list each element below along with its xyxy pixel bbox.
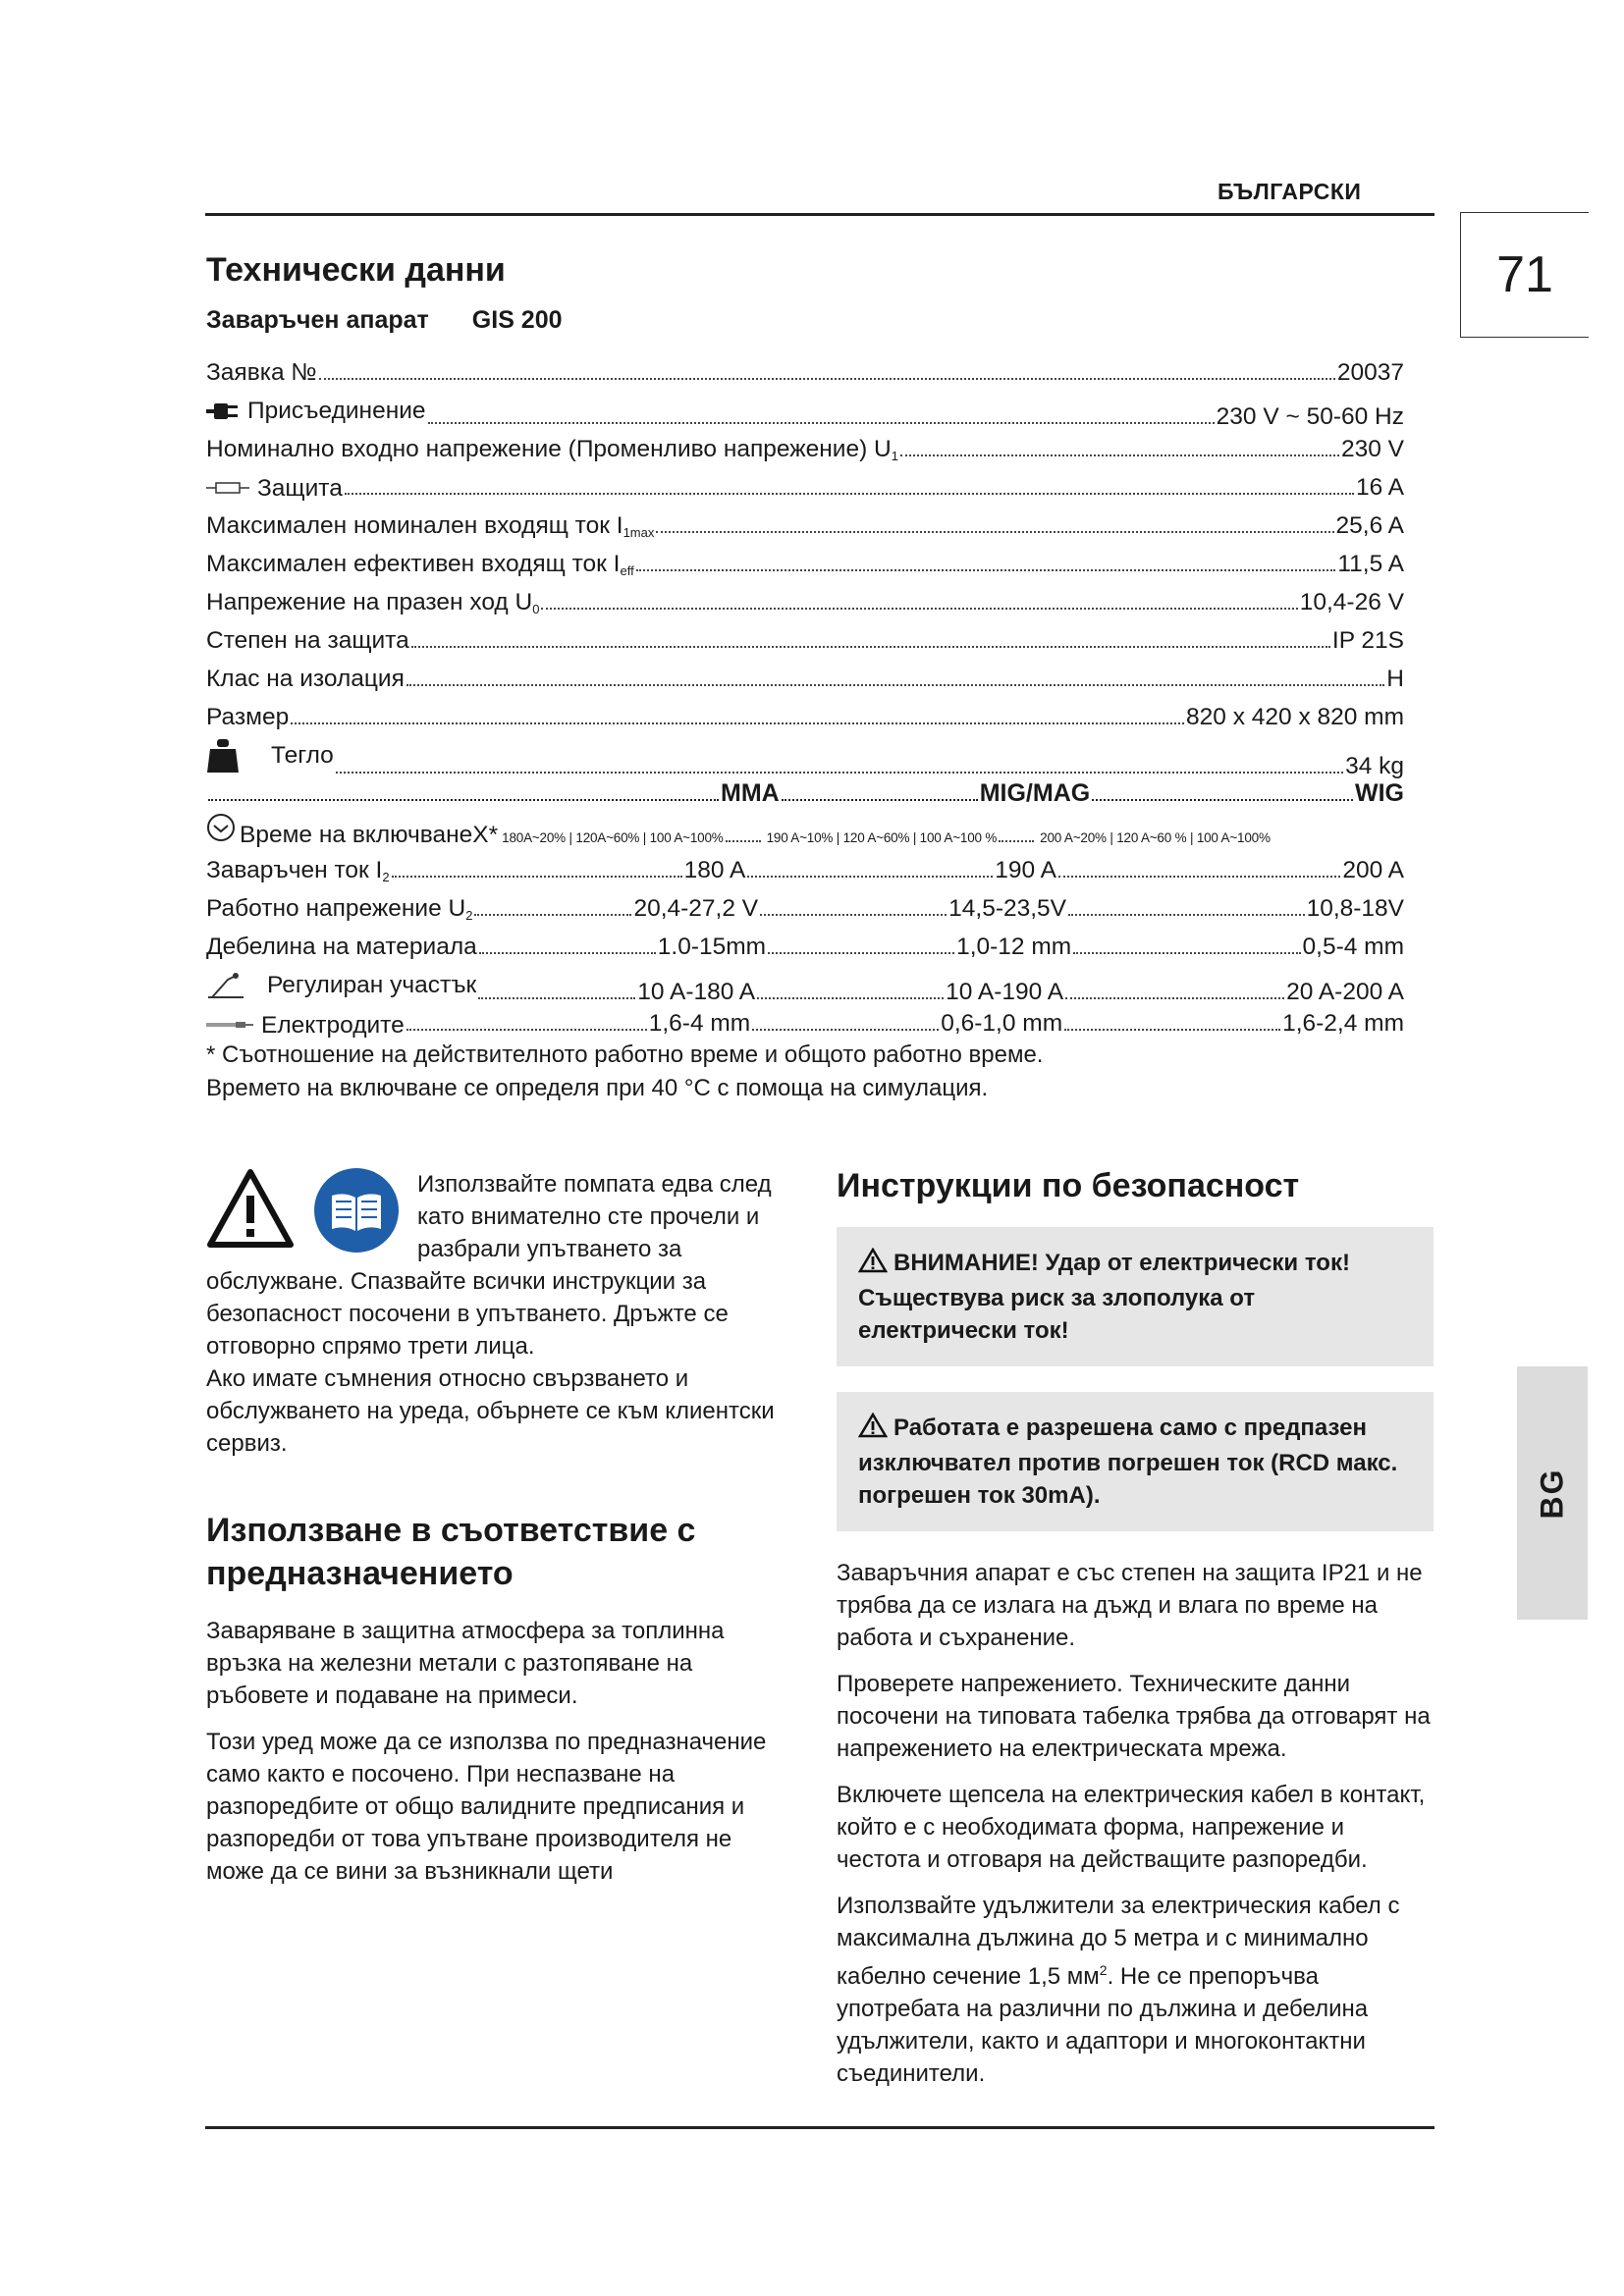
spec-row [206,660,1404,698]
weld-mma-value: 10 A-180 A [637,978,756,1005]
weld-row [206,889,1404,928]
safety-p3: Включете щепсела на електрическия кабел в контакт, който е с необходимата форма, напрежение и честота и отговаря на действащите разпоредби. [837,1782,1426,1873]
intended-use-p1: Заваряване в защитна атмосфера за топлинна връзка на железни метали с разтопяване на ръбовете и подаване на примеси. [206,1618,725,1709]
weld-mig-value: 190 A [995,857,1056,883]
weld-subscript: 2 [382,870,390,884]
fuse-icon [206,481,249,495]
intro-text: обслужване. Спазвайте всички инструкции за безопасност посочени в упътването. Дръжте се отговорно спрямо трети лица. [206,1268,729,1360]
spec-row [206,736,1404,779]
spec-table [206,353,1404,1042]
spec-row [206,430,1404,468]
weld-mig-value: 10 A-190 A [946,978,1064,1005]
page-number [1460,212,1589,338]
warning-box-rcd [837,1392,1434,1531]
tech-data-title: Технически данни [206,251,506,289]
range-icon [206,972,245,999]
spec-subscript: eff [620,563,634,578]
intro-line: като внимателно сте прочели и [417,1203,760,1230]
spec-label: Клас на изолация [206,666,405,692]
duty-cycle-label: Време на включванеX* [240,822,499,848]
mode-wig: WIG [1355,779,1404,807]
warning-box-text: Работата е разрешена само с предпазен изключвател против погрешен ток (RCD макс. погрешен ток 30mA). [858,1415,1398,1509]
weld-row [206,1004,1404,1042]
spec-label: Тегло [271,742,334,769]
spec-label: Защита [257,474,343,502]
warning-box-electric [837,1227,1434,1366]
weld-label: Електродите [261,1011,405,1039]
spec-value: H [1386,666,1404,692]
spec-label: Степен на защита [206,627,409,654]
weld-label: Работно напрежение U [206,895,466,922]
safety-p4-b: . Не се препоръчва употребата на различни по дължина и дебелина удължители, както и адаптори и многоконтактни съединители. [837,1963,1369,2087]
warning-sign-icon [858,1248,888,1282]
spec-row [206,392,1404,430]
spec-row [206,698,1404,736]
weld-mma-value: 180 A [683,857,746,883]
electrode-icon [206,1019,253,1031]
bottom-rule [205,2126,1435,2129]
weld-label: Заваръчен ток I [206,857,383,883]
model-row [206,306,563,335]
weld-row [206,928,1404,966]
spec-label: Напрежение на празен ход U [206,589,533,615]
weld-mig-value: 0,6-1,0 mm [941,1010,1063,1037]
language-tab [1517,1366,1588,1620]
weld-mode-header [206,774,1404,813]
weld-label: Регулиран участък [267,972,477,998]
language-tab-label: BG [1534,1468,1570,1519]
left-column [206,1168,795,1901]
weld-wig-value: 10,8-18V [1306,895,1404,922]
footnote [206,1039,1043,1105]
page-number-text: 71 [1496,246,1553,303]
spec-value: 25,6 A [1335,512,1404,539]
language-header: БЪЛГАРСКИ [1218,179,1362,204]
spec-label: Заявка № [206,359,317,386]
intended-use-title: Използване в съответствие с предназначението [206,1512,696,1592]
read-manual-icon [312,1166,401,1259]
weld-mig-value: 1,0-12 mm [956,934,1072,960]
spec-value: 820 x 420 x 820 mm [1186,704,1404,730]
spec-subscript: 1 [891,449,898,463]
weld-wig-value: 1,6-2,4 mm [1282,1010,1404,1037]
spec-label: Максимален ефективен входящ ток I [206,551,621,577]
intro-line: разбрали упътването за [417,1236,682,1262]
spec-value: 20037 [1336,359,1404,386]
duty-cycle-row [206,813,1404,851]
spec-row [206,583,1404,621]
footnote-line: * Съотношение на действителното работно време и общото работно време. [206,1041,1044,1068]
weld-wig-value: 0,5-4 mm [1302,934,1404,960]
weld-mma-value: 20,4-27,2 V [633,895,759,922]
plug-icon [206,399,240,424]
mode-mig: MIG/MAG [979,779,1091,807]
intro-lines [417,1168,795,1265]
top-rule [205,213,1435,216]
safety-p4 [837,1890,1434,2090]
mode-mma: MMA [721,779,780,807]
spec-row [206,621,1404,660]
weld-label: Дебелина на материала [206,934,477,960]
intro-line: Използвайте помпата едва след [417,1171,772,1198]
spec-value: 34 kg [1345,752,1404,779]
spec-row [206,468,1404,507]
weld-wig-value: 20 A-200 A [1286,978,1404,1005]
spec-row [206,507,1404,545]
spec-label: Размер [206,704,290,730]
spec-value: 230 V ~ 50-60 Hz [1216,402,1404,430]
duty-wig: 200 A~20% | 120 A~60 % | 100 A~100% [1040,830,1271,845]
weld-mma-value: 1.0-15mm [657,934,767,960]
superscript: 2 [1099,1962,1108,1978]
weld-row [206,851,1404,889]
weld-wig-value: 200 A [1342,857,1404,883]
model-name: GIS 200 [471,306,563,334]
safety-title: Инструкции по безопасност [837,1167,1300,1204]
spec-row [206,353,1404,392]
spec-label: Максимален номинален входящ ток I [206,512,623,539]
weld-mig-value: 14,5-23,5V [948,895,1067,922]
duty-mig: 190 A~10% | 120 A~60% | 100 A~100 % [766,830,998,845]
spec-subscript: 1max [623,525,655,540]
warning-sign-icon [858,1413,888,1447]
safety-p1: Заваръчния апарат е със степен на защита IP21 и не трябва да се излага на дъжд и влага по време на работа и съхранение. [837,1560,1423,1651]
clock-icon [206,813,236,842]
footnote-line: Времето на включване се определя при 40 °C с помоща на симулация. [206,1075,989,1101]
safety-p2: Проверете напрежението. Техническите данни посочени на типовата табелка трябва да отговарят на напрежението на електрическата мрежа. [837,1671,1431,1762]
spec-value: 230 V [1340,436,1404,462]
weld-row [206,966,1404,1004]
device-label: Заваръчен апарат [206,306,429,334]
spec-label: Номинално входно напрежение (Променливо напрежение) U [206,436,892,462]
warning-box-text: ВНИМАНИЕ! Удар от електрически ток! Съществува риск за злополука от електрически ток! [858,1250,1350,1344]
safety-p4-a: Използвайте удължители за електрическия кабел с максимална дължина до 5 метра и с минимално кабелно сечение 1,5 мм [837,1893,1400,1990]
spec-row [206,545,1404,583]
warning-triangle-icon [206,1168,295,1254]
spec-label: Присъединение [247,398,426,424]
spec-subscript: 0 [532,602,540,616]
contact-text: Ако имате съмнения относно свързването и обслужването на уреда, обърнете се към клиентски сервиз. [206,1365,775,1457]
spec-value: IP 21S [1331,627,1404,654]
duty-mma: 180A~20% | 120A~60% | 100 A~100% [502,830,724,845]
spec-value: 16 A [1355,474,1404,501]
spec-value: 10,4-26 V [1299,589,1404,615]
weight-icon [206,738,240,774]
intended-use-p2: Този уред може да се използва по предназначение само както е посочено. При неспазване на разпоредбите от общо валидните предписания и разпоредби от това упътване производителя не може да се вини за възникнали щети [206,1729,767,1885]
weld-subscript: 2 [465,908,473,923]
spec-value: 11,5 A [1337,551,1404,577]
weld-mma-value: 1,6-4 mm [648,1010,751,1037]
right-column [837,1164,1434,2104]
